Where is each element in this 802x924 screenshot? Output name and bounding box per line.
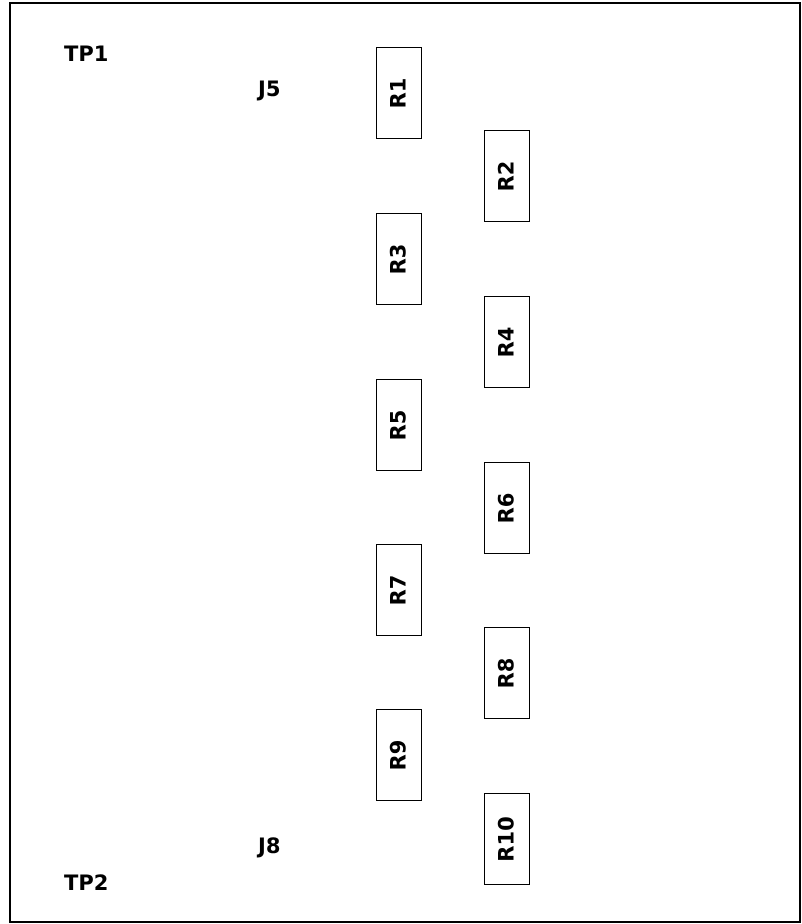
test-point-tp1: TP1	[64, 42, 109, 66]
resistor-r6	[484, 462, 530, 554]
resistor-r10	[484, 793, 530, 885]
resistor-r5-label: R5	[386, 409, 411, 441]
resistor-r7	[376, 544, 422, 636]
resistor-r8	[484, 627, 530, 719]
resistor-r5	[376, 379, 422, 471]
resistor-r10-label: R10	[494, 816, 519, 862]
resistor-r1	[376, 47, 422, 139]
resistor-r3	[376, 213, 422, 305]
test-point-tp2: TP2	[64, 871, 109, 895]
resistor-r1-label: R1	[386, 77, 411, 109]
connector-j5: J5	[258, 77, 281, 101]
resistor-r4	[484, 296, 530, 388]
resistor-r3-label: R3	[386, 243, 411, 275]
resistor-r7-label: R7	[386, 574, 411, 606]
resistor-r2	[484, 130, 530, 222]
resistor-r6-label: R6	[494, 492, 519, 524]
resistor-r8-label: R8	[494, 657, 519, 689]
resistor-r9	[376, 709, 422, 801]
resistor-r4-label: R4	[494, 326, 519, 358]
resistor-r9-label: R9	[386, 739, 411, 771]
connector-j8: J8	[258, 834, 281, 858]
resistor-r2-label: R2	[494, 160, 519, 192]
